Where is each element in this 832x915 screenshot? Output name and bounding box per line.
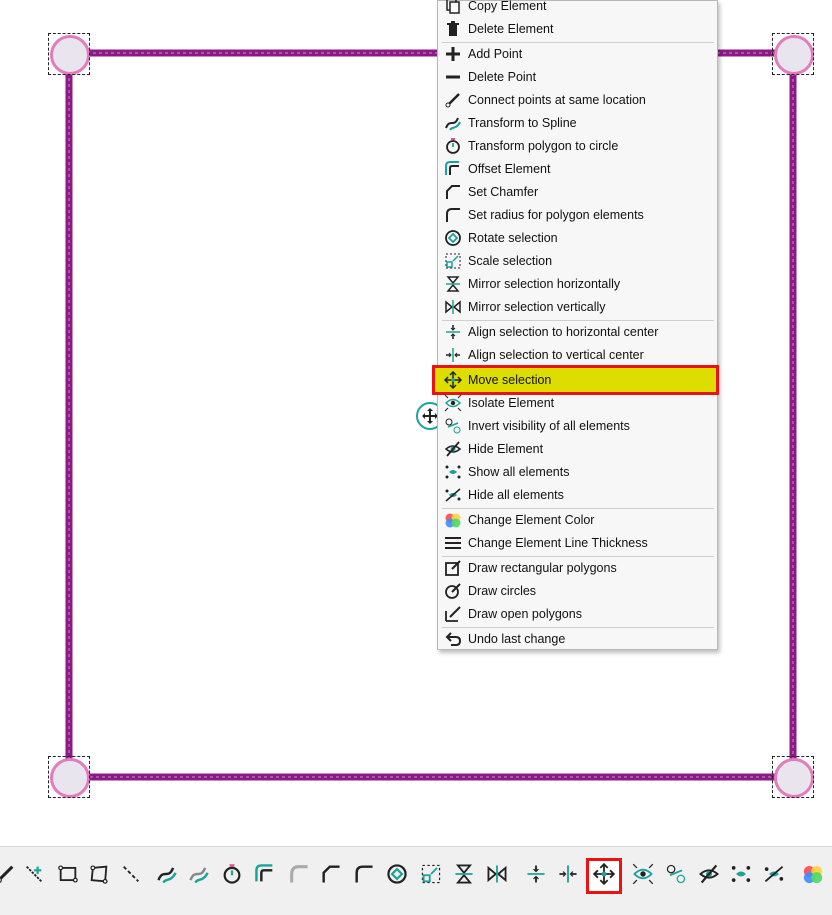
trash-icon	[443, 20, 463, 38]
curve-icon	[288, 863, 310, 890]
color-palette-icon	[443, 511, 463, 529]
hide-icon	[443, 440, 463, 458]
menu-item-invert-visibility-of-all-elements[interactable]	[440, 415, 715, 437]
bottom-toolbar	[0, 846, 832, 915]
menu-item-label: Rotate selection	[468, 231, 558, 245]
menu-item-label: Scale selection	[468, 254, 553, 268]
draw-rectangle-icon	[443, 559, 463, 577]
chamfer-icon	[320, 863, 342, 890]
context-menu	[437, 0, 718, 650]
menu-item-label: Mirror selection vertically	[468, 300, 606, 314]
show-all-icon	[443, 463, 463, 481]
menu-item-label: Move selection	[468, 373, 552, 387]
offset-icon	[443, 160, 463, 178]
toolbar-chamfer-button[interactable]	[316, 861, 346, 891]
vertex-marker[interactable]	[772, 33, 816, 77]
hide-all-icon	[763, 863, 785, 890]
add-point-icon	[23, 863, 45, 890]
menu-item-change-element-color[interactable]	[440, 509, 715, 531]
plus-icon	[443, 45, 463, 63]
menu-item-label: Copy Element	[468, 0, 547, 13]
menu-item-rotate-selection[interactable]	[440, 227, 715, 249]
scale-icon	[420, 863, 442, 890]
menu-item-label: Add Point	[468, 47, 523, 61]
toolbar-show-all-button[interactable]	[726, 861, 756, 891]
copy-icon	[443, 0, 463, 15]
menu-item-label: Delete Element	[468, 22, 554, 36]
toolbar-radius-button[interactable]	[349, 861, 379, 891]
toolbar-open-line-button[interactable]	[116, 861, 146, 891]
radius-icon	[353, 863, 375, 890]
move-icon	[443, 371, 463, 389]
menu-item-change-element-line-thickness[interactable]	[440, 532, 715, 554]
color-palette-icon	[802, 863, 824, 890]
connect-points-icon	[0, 863, 16, 890]
spline-outline-icon	[188, 863, 210, 890]
menu-item-undo-last-change[interactable]	[440, 628, 715, 650]
show-all-icon	[730, 863, 752, 890]
menu-item-draw-rectangular-polygons[interactable]	[440, 557, 715, 579]
menu-item-label: Change Element Color	[468, 513, 595, 527]
vertex-marker[interactable]	[772, 756, 816, 800]
hide-all-icon	[443, 486, 463, 504]
menu-item-label: Draw rectangular polygons	[468, 561, 617, 575]
rectangle-points-icon	[57, 863, 79, 890]
chamfer-icon	[443, 183, 463, 201]
toolbar-rotate-button[interactable]	[382, 861, 412, 891]
menu-item-label: Hide Element	[468, 442, 544, 456]
connect-points-icon	[443, 91, 463, 109]
align-vertical-icon	[443, 346, 463, 364]
menu-item-label: Draw circles	[468, 584, 537, 598]
draw-circle-icon	[443, 582, 463, 600]
toolbar-invert-visibility-button[interactable]	[661, 861, 691, 891]
menu-item-label: Set radius for polygon elements	[468, 208, 644, 222]
draw-open-polygon-icon	[443, 605, 463, 623]
toolbar-curve-button[interactable]	[284, 861, 314, 891]
mirror-horizontal-icon	[443, 275, 463, 293]
menu-item-transform-to-spline[interactable]	[440, 112, 715, 134]
toolbar-timer-circle-button[interactable]	[217, 861, 247, 891]
menu-item-offset-element[interactable]	[440, 158, 715, 180]
menu-item-label: Mirror selection horizontally	[468, 277, 621, 291]
menu-item-mirror-selection-horizontally[interactable]	[440, 273, 715, 295]
menu-item-isolate-element[interactable]	[440, 392, 715, 414]
toolbar-offset-button[interactable]	[250, 861, 280, 891]
toolbar-scale-button[interactable]	[416, 861, 446, 891]
menu-item-hide-all-elements[interactable]	[440, 484, 715, 506]
menu-item-align-selection-to-horizontal-center[interactable]	[440, 321, 715, 343]
menu-item-label: Change Element Line Thickness	[468, 536, 648, 550]
toolbar-move-button[interactable]	[588, 860, 620, 892]
menu-item-delete-point[interactable]	[440, 66, 715, 88]
rotate-icon	[443, 229, 463, 247]
menu-item-connect-points-at-same-location[interactable]	[440, 89, 715, 111]
menu-item-label: Connect points at same location	[468, 93, 646, 107]
spline-icon	[156, 863, 178, 890]
menu-item-label: Invert visibility of all elements	[468, 419, 630, 433]
menu-item-transform-polygon-to-circle[interactable]	[440, 135, 715, 157]
menu-item-label: Offset Element	[468, 162, 551, 176]
menu-item-label: Set Chamfer	[468, 185, 539, 199]
menu-item-align-selection-to-vertical-center[interactable]	[440, 344, 715, 366]
vertex-marker[interactable]	[48, 756, 92, 800]
menu-item-copy-element[interactable]	[440, 0, 715, 17]
menu-item-set-radius-for-polygon-elements[interactable]	[440, 204, 715, 226]
toolbar-align-vertical-button[interactable]	[553, 861, 583, 891]
move-icon	[593, 863, 615, 890]
align-horizontal-icon	[443, 323, 463, 341]
scale-icon	[443, 252, 463, 270]
spline-icon	[443, 114, 463, 132]
toolbar-connect-points-button[interactable]	[0, 861, 20, 891]
mirror-vertical-icon	[486, 863, 508, 890]
line-thickness-icon	[443, 534, 463, 552]
offset-icon	[254, 863, 276, 890]
toolbar-mirror-vertical-button[interactable]	[482, 861, 512, 891]
menu-item-move-selection[interactable]	[434, 367, 717, 393]
isolate-icon	[632, 863, 654, 890]
minus-icon	[443, 68, 463, 86]
rotate-icon	[386, 863, 408, 890]
menu-item-delete-element[interactable]	[440, 18, 715, 40]
menu-item-add-point[interactable]	[440, 43, 715, 65]
menu-item-show-all-elements[interactable]	[440, 461, 715, 483]
isolate-icon	[443, 394, 463, 412]
menu-item-label: Draw open polygons	[468, 607, 582, 621]
undo-icon	[443, 630, 463, 648]
menu-item-mirror-selection-vertically[interactable]	[440, 296, 715, 318]
open-line-icon	[120, 863, 142, 890]
menu-item-label: Transform to Spline	[468, 116, 577, 130]
menu-item-draw-circles[interactable]	[440, 580, 715, 602]
timer-circle-icon	[443, 137, 463, 155]
invert-visibility-icon	[665, 863, 687, 890]
menu-item-label: Transform polygon to circle	[468, 139, 619, 153]
menu-item-label: Delete Point	[468, 70, 537, 84]
hide-icon	[698, 863, 720, 890]
toolbar-hide-button[interactable]	[694, 861, 724, 891]
toolbar-align-horizontal-button[interactable]	[521, 861, 551, 891]
toolbar-color-palette-button[interactable]	[798, 861, 828, 891]
timer-circle-icon	[221, 863, 243, 890]
menu-item-set-chamfer[interactable]	[440, 181, 715, 203]
align-vertical-icon	[557, 863, 579, 890]
vertex-marker[interactable]	[48, 33, 92, 77]
mirror-horizontal-icon	[453, 863, 475, 890]
menu-item-label: Isolate Element	[468, 396, 555, 410]
toolbar-hide-all-button[interactable]	[759, 861, 789, 891]
menu-item-label: Align selection to vertical center	[468, 348, 644, 362]
polygon-points-icon	[88, 863, 110, 890]
menu-item-label: Undo last change	[468, 632, 566, 646]
toolbar-add-point-button[interactable]	[19, 861, 49, 891]
align-horizontal-icon	[525, 863, 547, 890]
radius-icon	[443, 206, 463, 224]
menu-item-draw-open-polygons[interactable]	[440, 603, 715, 625]
invert-visibility-icon	[443, 417, 463, 435]
mirror-vertical-icon	[443, 298, 463, 316]
menu-item-label: Show all elements	[468, 465, 570, 479]
toolbar-spline-outline-button[interactable]	[184, 861, 214, 891]
menu-item-label: Align selection to horizontal center	[468, 325, 659, 339]
menu-item-label: Hide all elements	[468, 488, 564, 502]
toolbar-rectangle-points-button[interactable]	[53, 861, 83, 891]
menu-item-scale-selection[interactable]	[440, 250, 715, 272]
toolbar-polygon-points-button[interactable]	[84, 861, 114, 891]
menu-item-hide-element[interactable]	[440, 438, 715, 460]
toolbar-spline-button[interactable]	[152, 861, 182, 891]
toolbar-mirror-horizontal-button[interactable]	[449, 861, 479, 891]
toolbar-isolate-button[interactable]	[628, 861, 658, 891]
